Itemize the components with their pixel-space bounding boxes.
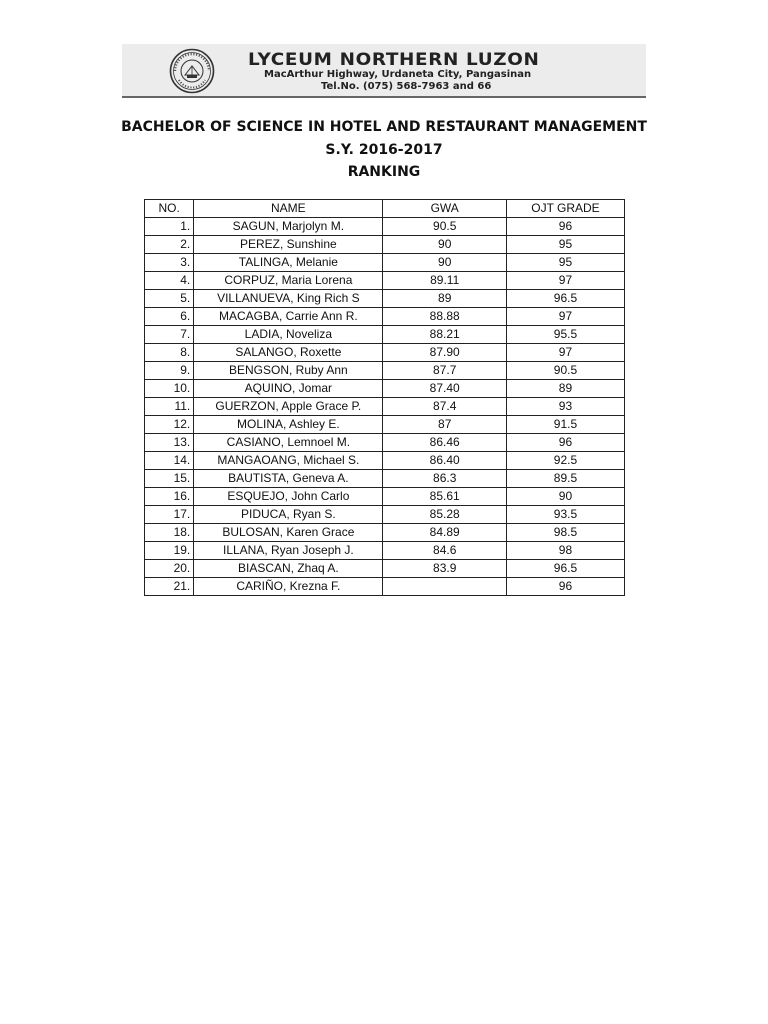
table-row xyxy=(145,236,625,254)
table-row xyxy=(145,542,625,560)
cell-gwa: 86.46 xyxy=(383,434,507,452)
cell-no: 6. xyxy=(145,308,194,326)
cell-gwa: 85.28 xyxy=(383,506,507,524)
cell-gwa: 88.21 xyxy=(383,326,507,344)
table-row xyxy=(145,218,625,236)
cell-gwa: 87.4 xyxy=(383,398,507,416)
cell-name: ILLANA, Ryan Joseph J. xyxy=(194,542,383,560)
table-row xyxy=(145,560,625,578)
table-row xyxy=(145,326,625,344)
cell-ojt-grade: 97 xyxy=(506,344,624,362)
cell-gwa: 84.6 xyxy=(383,542,507,560)
cell-gwa: 83.9 xyxy=(383,560,507,578)
header-name: NAME xyxy=(194,200,383,218)
cell-ojt-grade: 91.5 xyxy=(506,416,624,434)
cell-ojt-grade: 97 xyxy=(506,308,624,326)
cell-no: 16. xyxy=(145,488,194,506)
cell-ojt-grade: 96 xyxy=(506,434,624,452)
cell-no: 12. xyxy=(145,416,194,434)
cell-no: 13. xyxy=(145,434,194,452)
cell-no: 21. xyxy=(145,578,194,596)
table-body xyxy=(145,218,625,596)
cell-no: 18. xyxy=(145,524,194,542)
cell-name: SAGUN, Marjolyn M. xyxy=(194,218,383,236)
table-header-row xyxy=(145,200,625,218)
cell-no: 1. xyxy=(145,218,194,236)
cell-name: CARIÑO, Krezna F. xyxy=(194,578,383,596)
cell-name: GUERZON, Apple Grace P. xyxy=(194,398,383,416)
cell-no: 15. xyxy=(145,470,194,488)
cell-name: BENGSON, Ruby Ann xyxy=(194,362,383,380)
table-row xyxy=(145,254,625,272)
cell-ojt-grade: 90 xyxy=(506,488,624,506)
cell-no: 19. xyxy=(145,542,194,560)
cell-ojt-grade: 96.5 xyxy=(506,560,624,578)
cell-ojt-grade: 96.5 xyxy=(506,290,624,308)
cell-ojt-grade: 97 xyxy=(506,272,624,290)
cell-name: BAUTISTA, Geneva A. xyxy=(194,470,383,488)
cell-gwa: 86.40 xyxy=(383,452,507,470)
cell-name: BIASCAN, Zhaq A. xyxy=(194,560,383,578)
school-name: LYCEUM NORTHERN LUZON xyxy=(248,50,540,70)
cell-name: CORPUZ, Maria Lorena xyxy=(194,272,383,290)
cell-gwa: 87.90 xyxy=(383,344,507,362)
table-row xyxy=(145,470,625,488)
cell-no: 2. xyxy=(145,236,194,254)
cell-gwa: 89 xyxy=(383,290,507,308)
cell-name: LADIA, Noveliza xyxy=(194,326,383,344)
school-year: S.Y. 2016-2017 xyxy=(325,142,443,158)
cell-ojt-grade: 95 xyxy=(506,254,624,272)
cell-name: MACAGBA, Carrie Ann R. xyxy=(194,308,383,326)
cell-name: ESQUEJO, John Carlo xyxy=(194,488,383,506)
table-row xyxy=(145,578,625,596)
header-no: NO. xyxy=(145,200,194,218)
ranking-table xyxy=(144,199,625,596)
table-row xyxy=(145,416,625,434)
cell-gwa: 87.40 xyxy=(383,380,507,398)
cell-gwa: 90 xyxy=(383,254,507,272)
ranking-heading: RANKING xyxy=(347,164,421,180)
cell-gwa: 88.88 xyxy=(383,308,507,326)
cell-ojt-grade: 95.5 xyxy=(506,326,624,344)
school-seal-icon xyxy=(169,48,215,94)
cell-no: 3. xyxy=(145,254,194,272)
table-row xyxy=(145,488,625,506)
cell-name: PEREZ, Sunshine xyxy=(194,236,383,254)
cell-gwa: 86.3 xyxy=(383,470,507,488)
cell-ojt-grade: 93.5 xyxy=(506,506,624,524)
cell-no: 11. xyxy=(145,398,194,416)
table-row xyxy=(145,380,625,398)
cell-no: 14. xyxy=(145,452,194,470)
cell-name: MOLINA, Ashley E. xyxy=(194,416,383,434)
cell-no: 17. xyxy=(145,506,194,524)
cell-no: 10. xyxy=(145,380,194,398)
table-row xyxy=(145,434,625,452)
cell-name: TALINGA, Melanie xyxy=(194,254,383,272)
cell-ojt-grade: 95 xyxy=(506,236,624,254)
cell-name: PIDUCA, Ryan S. xyxy=(194,506,383,524)
cell-ojt-grade: 89.5 xyxy=(506,470,624,488)
school-address: MacArthur Highway, Urdaneta City, Pangasinan xyxy=(264,69,532,80)
header-gwa: GWA xyxy=(383,200,507,218)
cell-no: 20. xyxy=(145,560,194,578)
cell-name: AQUINO, Jomar xyxy=(194,380,383,398)
cell-no: 8. xyxy=(145,344,194,362)
table-row xyxy=(145,272,625,290)
cell-ojt-grade: 89 xyxy=(506,380,624,398)
cell-ojt-grade: 98.5 xyxy=(506,524,624,542)
cell-no: 5. xyxy=(145,290,194,308)
table-row xyxy=(145,362,625,380)
cell-name: BULOSAN, Karen Grace xyxy=(194,524,383,542)
cell-gwa: 87 xyxy=(383,416,507,434)
cell-name: VILLANUEVA, King Rich S xyxy=(194,290,383,308)
cell-name: SALANGO, Roxette xyxy=(194,344,383,362)
cell-gwa: 85.61 xyxy=(383,488,507,506)
table-row xyxy=(145,506,625,524)
cell-gwa: 84.89 xyxy=(383,524,507,542)
cell-ojt-grade: 96 xyxy=(506,578,624,596)
cell-ojt-grade: 93 xyxy=(506,398,624,416)
table-row xyxy=(145,290,625,308)
cell-name: MANGAOANG, Michael S. xyxy=(194,452,383,470)
table-row xyxy=(145,344,625,362)
cell-gwa: 90.5 xyxy=(383,218,507,236)
cell-name: CASIANO, Lemnoel M. xyxy=(194,434,383,452)
cell-ojt-grade: 98 xyxy=(506,542,624,560)
cell-no: 9. xyxy=(145,362,194,380)
table-row xyxy=(145,452,625,470)
program-title: BACHELOR OF SCIENCE IN HOTEL AND RESTAURANT MANAGEMENT xyxy=(121,119,647,135)
school-telephone: Tel.No. (075) 568-7963 and 66 xyxy=(321,81,492,92)
cell-no: 7. xyxy=(145,326,194,344)
table-row xyxy=(145,524,625,542)
cell-gwa: 90 xyxy=(383,236,507,254)
header-ojt-grade: OJT GRADE xyxy=(506,200,624,218)
table-row xyxy=(145,398,625,416)
letterhead xyxy=(122,44,646,98)
cell-gwa: 89.11 xyxy=(383,272,507,290)
cell-ojt-grade: 90.5 xyxy=(506,362,624,380)
cell-ojt-grade: 92.5 xyxy=(506,452,624,470)
table-row xyxy=(145,308,625,326)
cell-gwa xyxy=(383,578,507,596)
cell-ojt-grade: 96 xyxy=(506,218,624,236)
cell-gwa: 87.7 xyxy=(383,362,507,380)
cell-no: 4. xyxy=(145,272,194,290)
